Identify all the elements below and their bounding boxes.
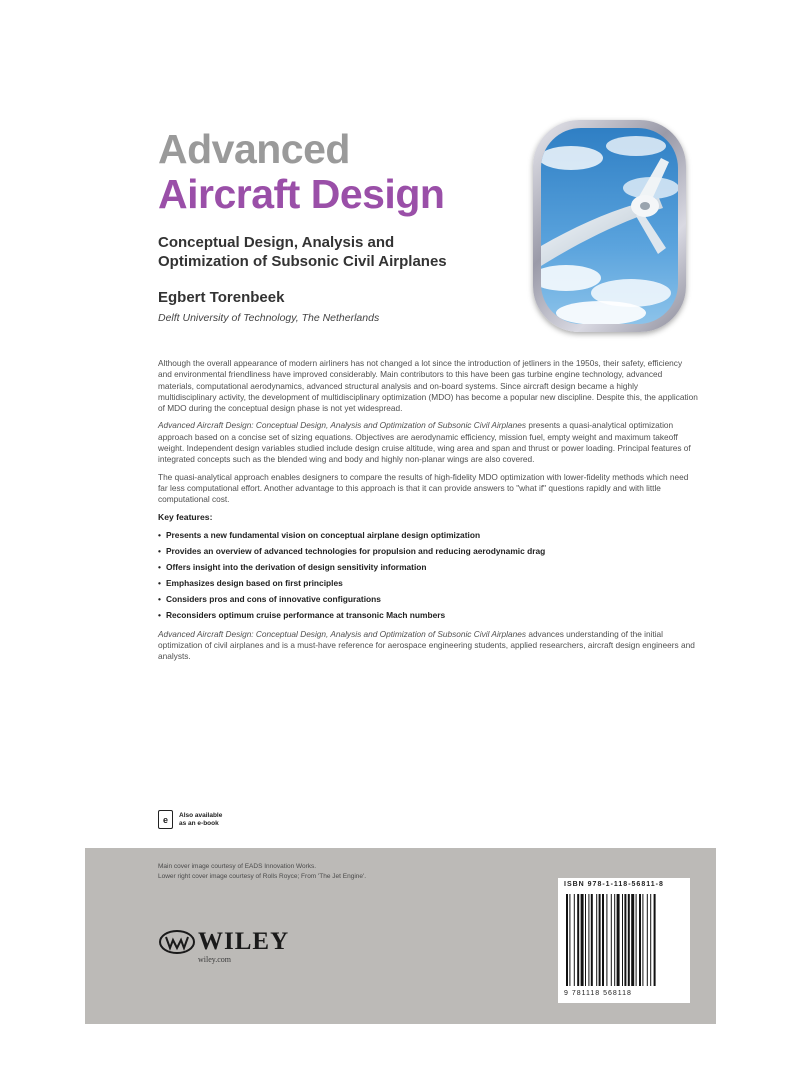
author-affiliation: Delft University of Technology, The Netherlands (158, 312, 380, 324)
title-line-1: Advanced (158, 126, 350, 172)
feature-item: • Offers insight into the derivation of design sensitivity information (158, 559, 698, 575)
feature-item: • Presents a new fundamental vision on conceptual airplane design optimization (158, 527, 698, 543)
key-features-list (158, 527, 698, 623)
ebook-label-line-2: as an e-book (179, 819, 219, 827)
isbn-number: ISBN 978-1-118-56811-8 (564, 881, 664, 888)
book-back-cover (85, 88, 716, 1024)
image-credits (158, 862, 366, 882)
publisher-url: wiley.com (198, 955, 232, 964)
paragraph-2 (158, 420, 698, 465)
closing-book-title: Advanced Aircraft Design: Conceptual Design, Analysis and Optimization of Subsonic Civil Airplanes (158, 628, 527, 639)
isbn-barcode (558, 878, 690, 1003)
ebook-label (179, 812, 229, 828)
feature-item: • Emphasizes design based on first principles (158, 575, 698, 591)
sky-with-propeller-image (541, 128, 678, 324)
feature-item: • Provides an overview of advanced technologies for propulsion and reducing aerodynamic drag (158, 543, 698, 559)
ebook-label-line-1: Also available (179, 811, 223, 819)
paragraph-3: The quasi-analytical approach enables designers to compare the results of high-fidelity MDO optimization with lower-fidelity methods which need far less computational effort. Another advantage to this approach is that it can provide answers to "what if" questions rapidly and with little computational cost. (158, 471, 689, 505)
paragraph-2-book-title: Advanced Aircraft Design: Conceptual Design, Analysis and Optimization of Subsonic Civil Airplanes (158, 420, 527, 431)
feature-item: • Considers pros and cons of innovative configurations (158, 591, 698, 607)
image-credit-1: Main cover image courtesy of EADS Innovation Works. (158, 863, 317, 870)
ebook-notice (158, 810, 229, 829)
wiley-logo (158, 928, 289, 956)
image-credit-2: Lower right cover image courtesy of Rolls Royce; From 'The Jet Engine'. (158, 873, 367, 880)
paragraph-1: Although the overall appearance of modern airliners has not changed a lot since the introduction of jetliners in the 1950s, their safety, efficiency and environmental friendliness have improved considerably. Main contributors to this have been gas turbine engine technology, advanced materials, computational aerodynamics, advanced structural analysis and on-board systems. Since aircraft design became a highly multidisciplinary activity, the development of multidisciplinary optimization (MDO) has become a popular new discipline. Despite this, the application of MDO during the conceptual design phase is not yet widespread. (158, 358, 698, 414)
ebook-icon: e (158, 810, 173, 829)
airplane-window-image (533, 120, 686, 332)
publisher-block (158, 928, 289, 964)
subtitle: Conceptual Design, Analysis and Optimization of Subsonic Civil Airplanes (158, 234, 447, 270)
cover-footer (85, 848, 716, 1024)
paragraph-2-text: presents a quasi-analytical optimization approach based on a concise set of sizing equations. Objectives are aerodynamic efficiency, mission fuel, empty weight and maximum takeoff weight. Independent design variables studied include design cruise altitude, wing area and span and thrust or power loading. Principal features of integrated concepts such as the blended wing and body and highly non-planar wings are also covered. (158, 420, 691, 465)
key-features-heading: Key features: (158, 511, 213, 522)
publisher-name: WILEY (198, 928, 290, 955)
author-name: Egbert Torenbeek (158, 289, 285, 306)
wiley-emblem-icon (158, 929, 196, 955)
closing-paragraph (158, 629, 698, 663)
closing-text: advances understanding of the initial optimization of civil airplanes and is a must-have reference for aerospace engineering students, applied researchers, aircraft design engineers and analysts. (158, 628, 695, 662)
description-text (158, 358, 698, 669)
barcode-digits: 9 781118 568118 (564, 990, 632, 997)
barcode-icon (564, 894, 684, 988)
title-line-2: Aircraft Design (158, 171, 445, 217)
feature-item: • Reconsiders optimum cruise performance at transonic Mach numbers (158, 607, 698, 623)
